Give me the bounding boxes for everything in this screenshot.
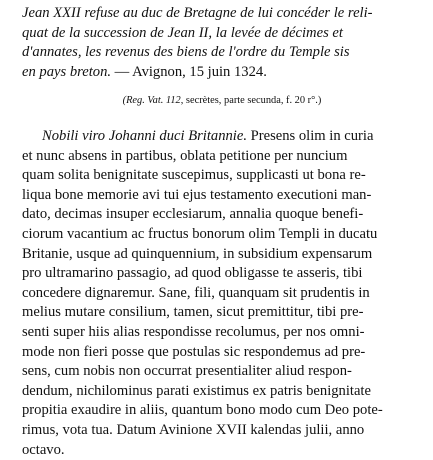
heading-line-last (22, 63, 422, 83)
heading-line: quat de la succession de Jean II, la levée de décimes et (22, 24, 422, 44)
body-line: quam solita benignitate suscepimus, supplicasti ut bona re- (22, 166, 422, 186)
body-first-line (22, 127, 422, 147)
body-line: ciorum vacantium ac fructus bonorum olim Templi in ducatu (22, 225, 422, 245)
heading-line: Jean XXII refuse au duc de Bretagne de lui concéder le reli- (22, 4, 422, 24)
body-text: Presens olim in curia (247, 128, 373, 144)
body-line: dato, decimas insuper ecclesiarum, annalia quoque benefi- (22, 205, 422, 225)
letter-summary-heading (22, 4, 422, 82)
body-line: et nunc absens in partibus, oblata petitione per nuncium (22, 147, 422, 167)
heading-line: d'annates, les revenus des biens de l'ordre du Temple sis (22, 43, 422, 63)
body-line: Britanie, usque ad quinquennium, in subsidium expensarum (22, 245, 422, 265)
body-line: propitia exaudire in aliis, quantum bono modo cum Deo pote- (22, 401, 422, 421)
body-line: dendum, nichilominus parati existimus ex patris benignitate (22, 382, 422, 402)
register-reference: (Reg. Vat. 112 (123, 95, 181, 106)
body-line: rimus, vota tua. Datum Avinione XVII kalendas julii, anno (22, 421, 422, 441)
address-line: Nobili viro Johanni duci Britannie. (42, 128, 247, 144)
body-line: sens, cum nobis non occurrat presentialiter aliud respon- (22, 362, 422, 382)
body-line: mode non fieri posse que postulas sic respondemus ad pre- (22, 343, 422, 363)
body-line: liqua bone memorie avi tui ejus testamento executioni man- (22, 186, 422, 206)
folio-reference: , secrètes, parte secunda, f. 20 r°.) (181, 95, 322, 106)
archival-reference (22, 94, 422, 108)
body-line: pro ultramarino passagio, ad quod obligasse te asseris, tibi (22, 264, 422, 284)
heading-line: en pays breton. (22, 64, 111, 80)
place-date: — Avignon, 15 juin 1324. (111, 64, 267, 80)
body-line: senti super hiis alias respondisse recolumus, per nos omni- (22, 323, 422, 343)
body-line: melius mutare consilium, tamen, sicut premittitur, tibi pre- (22, 303, 422, 323)
body-line: concedere dignaremur. Sane, fili, quanquam sit prudentis in (22, 284, 422, 304)
body-line: octavo. (22, 441, 422, 460)
letter-body (22, 127, 422, 460)
